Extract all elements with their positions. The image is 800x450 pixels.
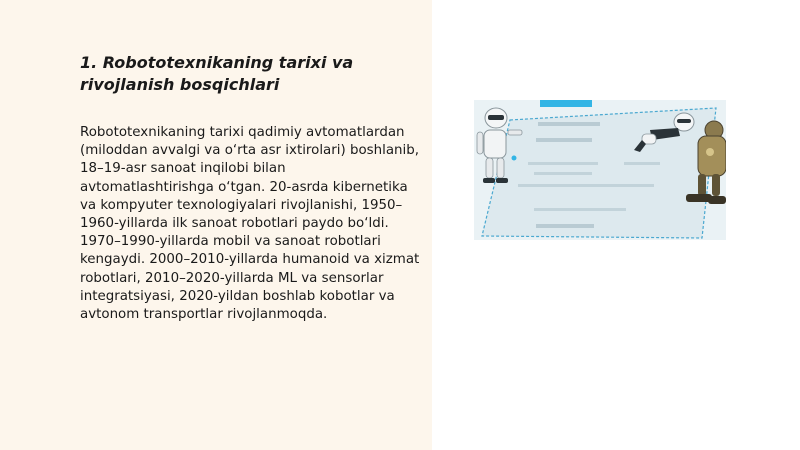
robotics-history-illustration: [474, 100, 726, 240]
faint-label: [528, 162, 598, 165]
faint-label: [538, 122, 600, 126]
faint-label: [534, 172, 592, 175]
robotics-illustration-svg: [474, 100, 726, 240]
slide-title: 1. Robototexnikaning tarixi va rivojlanish bosqichlari: [80, 53, 354, 94]
faint-label: [536, 138, 592, 142]
accent-bar: [540, 100, 592, 107]
faint-label: [624, 162, 660, 165]
faint-label: [534, 208, 626, 211]
slide-body-text: Robototexnikaning tarixi qadimiy avtomatlardan (miloddan avvalgi va o‘rta asr ixtirolari) boshlanib, 18–19-asr sanoat inqilobi bilan avtomatlashtirishga o‘tgan. 20-asrda kibernetika va kompyuter texnologiyalari rivojlanishi, 1950–1960-yillarda ilk sanoat robotlari paydo bo‘ldi. 1970–1990-yillarda mobil va sanoat robotlari kengaydi. 2000–2010-yillarda humanoid va xizmat robotlari, 2010–2020-yillarda ML va sensorlar integratsiyasi, 2020-yildan boshlab kobotlar va avtonom transportlar rivojlanmoqda.: [80, 125, 420, 323]
faint-label: [518, 184, 654, 187]
faint-label: [536, 224, 594, 228]
